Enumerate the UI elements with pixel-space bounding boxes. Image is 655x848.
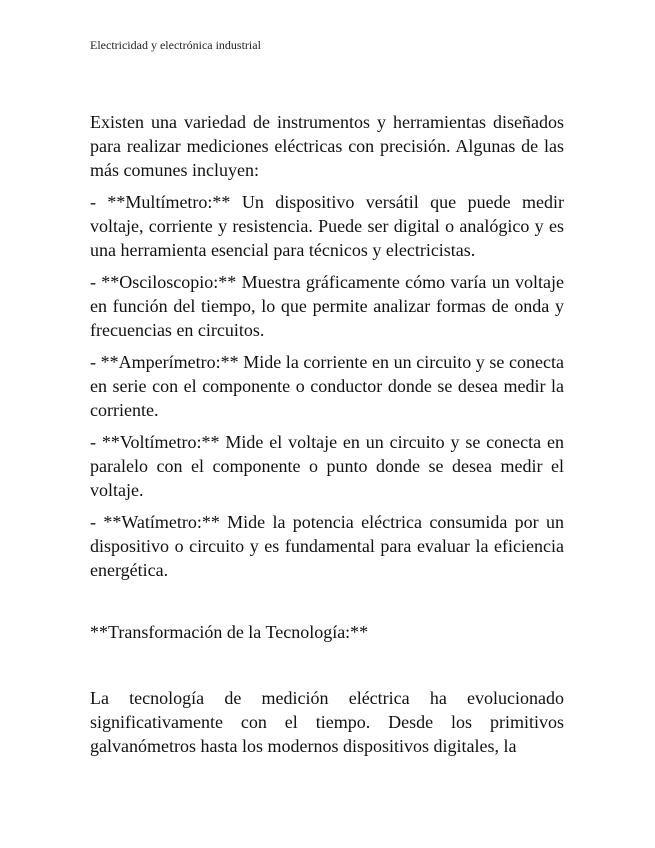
running-header: Electricidad y electrónica industrial: [90, 38, 261, 52]
section-heading: **Transformación de la Tecnología:**: [90, 622, 369, 642]
list-item-multimetro: - **Multímetro:** Un dispositivo versátil que puede medir voltaje, corriente y resistencia. Puede ser digital o analógico y es una herramienta esencial para técnicos y electricistas.: [90, 192, 564, 260]
page-body: [90, 110, 564, 766]
list-item-amperimetro: - **Amperímetro:** Mide la corriente en un circuito y se conecta en serie con el componente o conductor donde se desea medir la corriente.: [90, 352, 564, 420]
list-item-watimetro: - **Watímetro:** Mide la potencia eléctrica consumida por un dispositivo o circuito y es fundamental para evaluar la eficiencia energética.: [90, 512, 564, 580]
closing-paragraph: La tecnología de medición eléctrica ha evolucionado significativamente con el tiempo. Desde los primitivos galvanómetros hasta los modernos dispositivos digitales, la: [90, 688, 564, 756]
intro-paragraph: Existen una variedad de instrumentos y herramientas diseñados para realizar mediciones eléctricas con precisión. Algunas de las más comunes incluyen:: [90, 112, 564, 180]
list-item-voltimetro: - **Voltímetro:** Mide el voltaje en un circuito y se conecta en paralelo con el componente o punto donde se desea medir el voltaje.: [90, 432, 564, 500]
list-item-osciloscopio: - **Osciloscopio:** Muestra gráficamente cómo varía un voltaje en función del tiempo, lo que permite analizar formas de onda y frecuencias en circuitos.: [90, 272, 564, 340]
